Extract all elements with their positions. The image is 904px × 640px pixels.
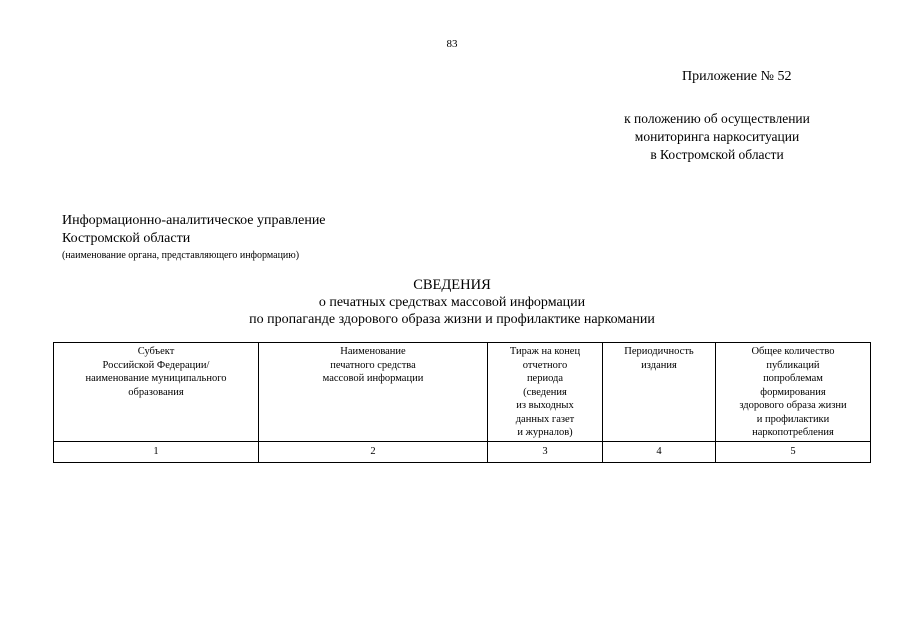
appendix-line: к положению об осуществлении [624,111,810,126]
organization-name-line: Костромской области [62,231,191,246]
report-table [53,342,871,463]
heading-title: СВЕДЕНИЯ [413,277,491,293]
column-number: 2 [259,441,488,462]
column-number: 5 [716,441,871,462]
appendix-title: Приложение № 52 [682,69,792,84]
column-header-subject: Субъект Российской Федерации/ наименование муниципального образования [54,343,259,442]
organization-name-line: Информационно-аналитическое управление [62,213,326,228]
document-heading [0,277,904,328]
heading-line: по пропаганде здорового образа жизни и профилактике наркомании [249,312,655,327]
column-header-media-name: Наименование печатного средства массовой информации [259,343,488,442]
column-number-row [54,441,871,462]
column-number: 4 [603,441,716,462]
column-header-periodicity: Периодичность издания [603,343,716,442]
appendix-subtitle [600,110,834,164]
column-number: 1 [54,441,259,462]
table-header-row [54,343,871,442]
column-header-publications-count: Общее количество публикаций попроблемам формирования здорового образа жизни и профилактики наркопотребления [716,343,871,442]
organization-note: (наименование органа, представляющего информацию) [62,250,300,261]
appendix-line: в Костромской области [650,147,784,162]
column-header-circulation: Тираж на конец отчетного периода (сведения из выходных данных газет и журналов) [488,343,603,442]
page-number: 83 [446,38,458,50]
appendix-line: мониторинга наркоситуации [634,129,800,144]
organization-block [62,212,462,262]
heading-line: о печатных средствах массовой информации [318,295,586,310]
column-number: 3 [488,441,603,462]
